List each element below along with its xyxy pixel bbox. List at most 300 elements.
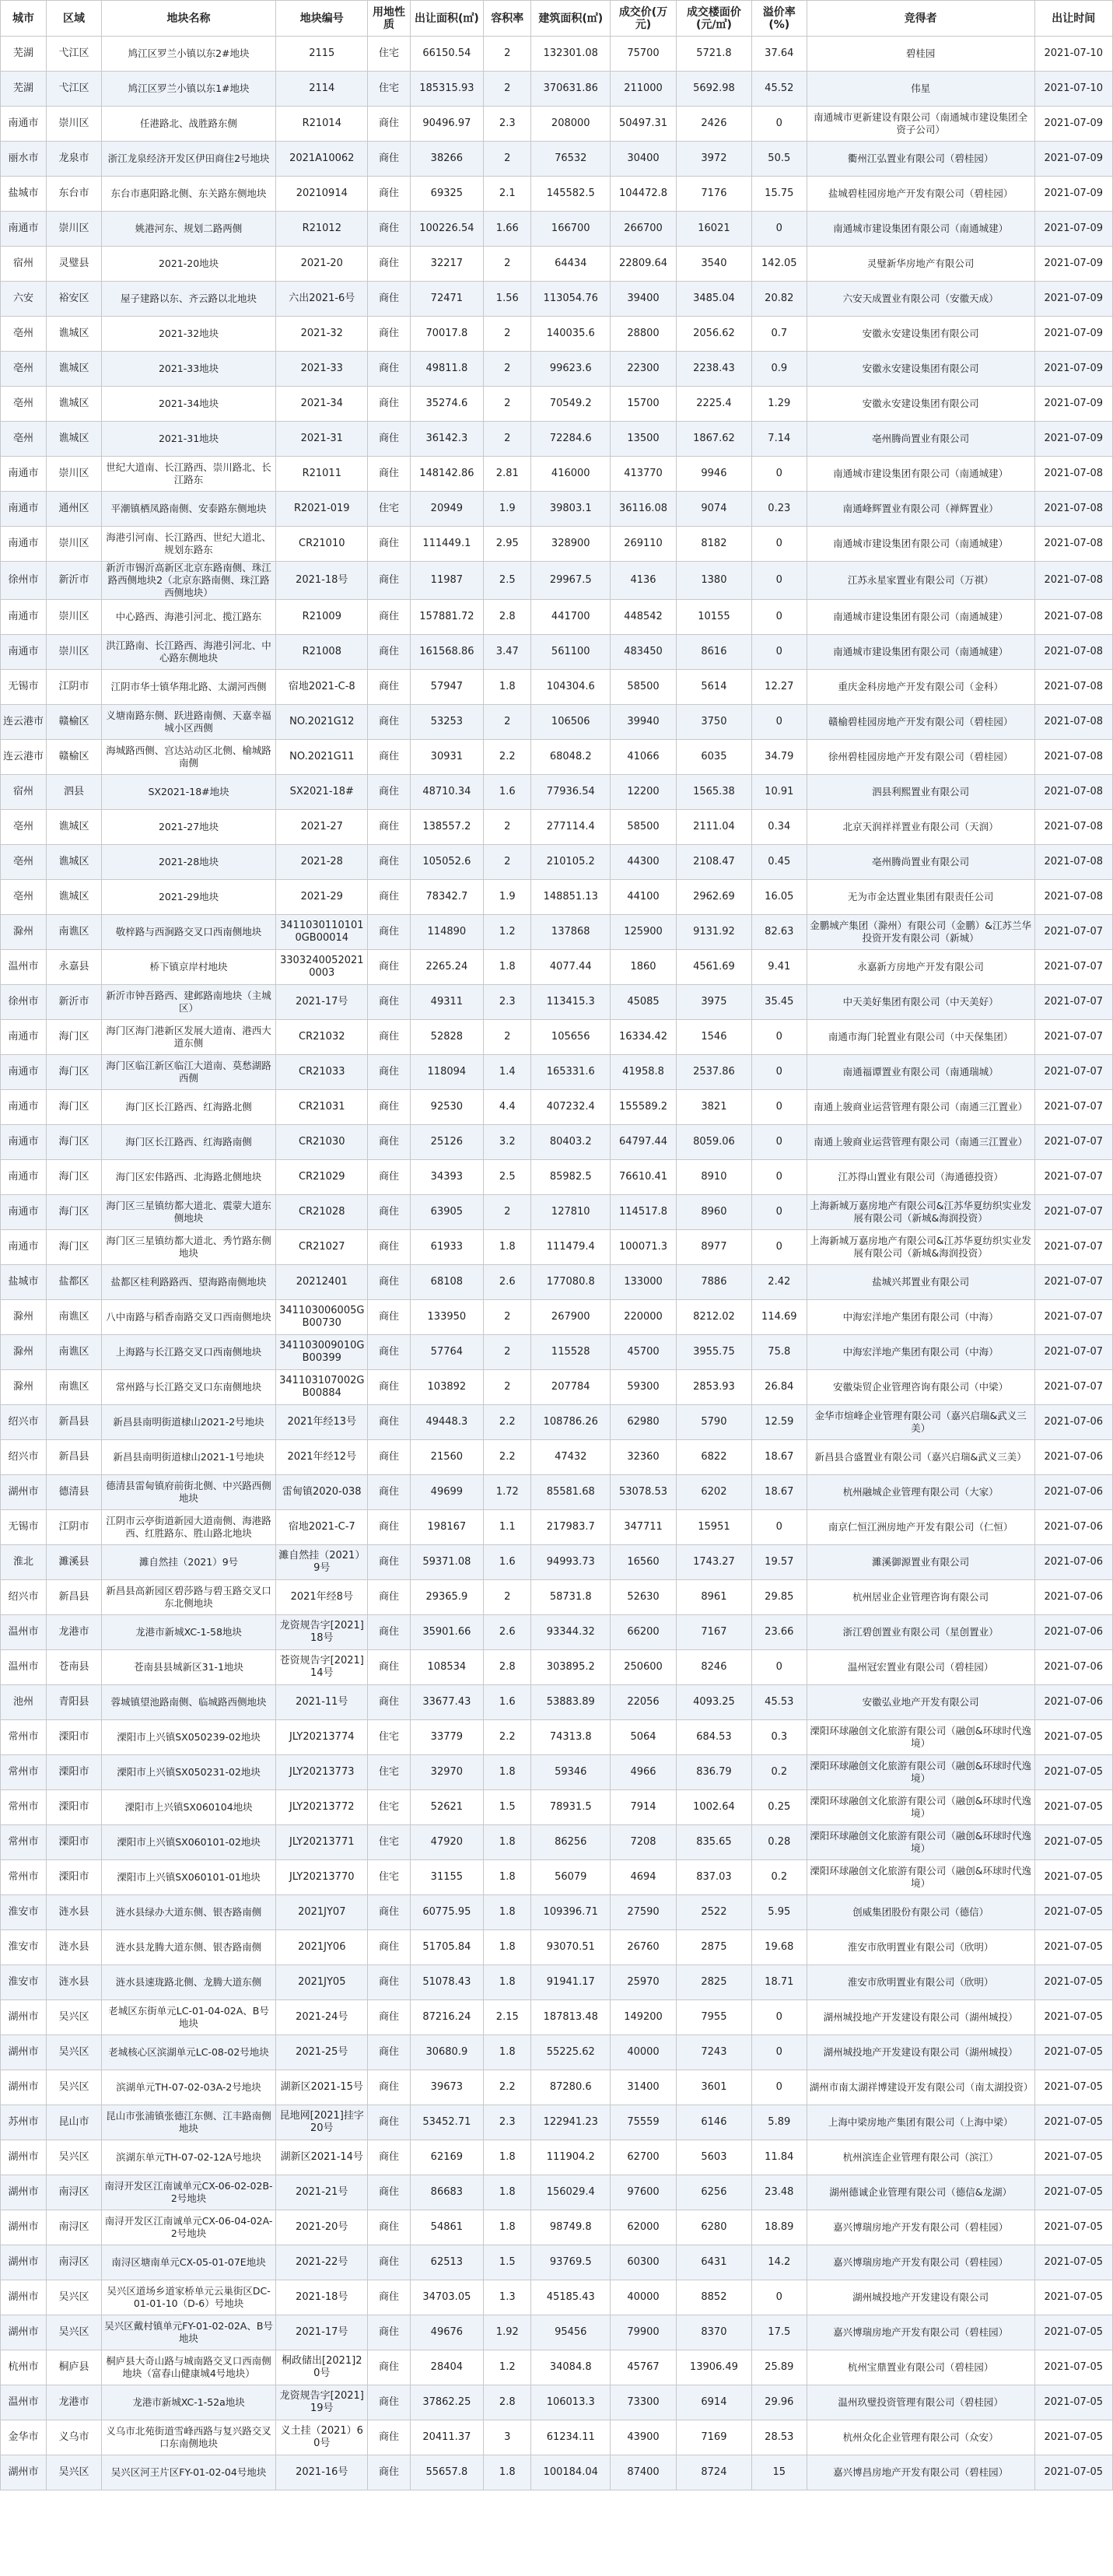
cell-parcel-code: 2021-16号 (276, 2455, 368, 2490)
table-row (1, 1195, 1113, 1230)
cell-parcel-code: 33032400520210003 (276, 950, 368, 985)
cell-winner: 新昌县合盛置业有限公司（嘉兴启瑞&武义三美） (807, 1440, 1034, 1475)
cell-winner: 永嘉新方房地产开发有限公司 (807, 950, 1034, 985)
cell-floor-price: 9131.92 (677, 915, 752, 950)
cell-winner: 南通城市更新建设有限公司（南通城市建设集团全资子公司） (807, 107, 1034, 142)
cell-premium-rate: 0 (751, 2000, 807, 2035)
cell-plot-ratio: 2.5 (484, 562, 531, 600)
cell-district: 溧阳市 (47, 1755, 102, 1790)
cell-date: 2021-07-05 (1034, 2035, 1112, 2070)
cell-plot-ratio: 1.9 (484, 492, 531, 527)
cell-parcel-name: 南浔开发区江南诚单元CX-06-04-02A-2号地块 (101, 2210, 275, 2245)
cell-parcel-name: 海港引河南、长江路西、世纪大道北、规划东路东 (101, 527, 275, 562)
cell-floor-area: 177080.8 (531, 1265, 611, 1300)
cell-city: 湖州市 (1, 1475, 47, 1510)
col-date: 出让时间 (1034, 1, 1112, 37)
cell-parcel-name: 苍南县县城新区31-1地块 (101, 1650, 275, 1685)
cell-winner: 盐城兴邦置业有限公司 (807, 1265, 1034, 1300)
cell-floor-area: 74313.8 (531, 1720, 611, 1755)
cell-city: 南通市 (1, 600, 47, 635)
cell-floor-area: 127810 (531, 1195, 611, 1230)
cell-land-use: 商住 (368, 1020, 410, 1055)
cell-winner: 南通市海门轮置业有限公司（中天保集团） (807, 1020, 1034, 1055)
cell-floor-area: 91941.17 (531, 1965, 611, 2000)
cell-city: 温州市 (1, 1650, 47, 1685)
cell-land-use: 商住 (368, 950, 410, 985)
cell-price: 31400 (611, 2070, 677, 2105)
cell-floor-price: 3975 (677, 985, 752, 1020)
table-row (1, 527, 1113, 562)
cell-floor-area: 416000 (531, 457, 611, 492)
cell-floor-price: 2108.47 (677, 845, 752, 880)
cell-district: 灵璧县 (47, 247, 102, 282)
cell-premium-rate: 0 (751, 1195, 807, 1230)
cell-date: 2021-07-08 (1034, 740, 1112, 775)
cell-area: 86683 (410, 2175, 483, 2210)
cell-winner: 安徽永安建设集团有限公司 (807, 352, 1034, 387)
cell-district: 谯城区 (47, 317, 102, 352)
cell-date: 2021-07-08 (1034, 705, 1112, 740)
cell-land-use: 商住 (368, 1510, 410, 1545)
cell-winner: 伟星 (807, 72, 1034, 107)
cell-plot-ratio: 2.95 (484, 527, 531, 562)
cell-plot-ratio: 1.8 (484, 670, 531, 705)
cell-city: 亳州 (1, 352, 47, 387)
cell-plot-ratio: 2.3 (484, 2105, 531, 2140)
cell-plot-ratio: 1.3 (484, 2280, 531, 2315)
cell-parcel-code: CR21010 (276, 527, 368, 562)
cell-area: 20949 (410, 492, 483, 527)
cell-plot-ratio: 2.6 (484, 1615, 531, 1650)
cell-district: 海门区 (47, 1230, 102, 1265)
cell-price: 7208 (611, 1825, 677, 1860)
cell-plot-ratio: 2.2 (484, 1720, 531, 1755)
table-row (1, 1545, 1113, 1580)
cell-area: 53452.71 (410, 2105, 483, 2140)
cell-floor-area: 145582.5 (531, 177, 611, 212)
cell-city: 淮安市 (1, 1930, 47, 1965)
cell-floor-area: 29967.5 (531, 562, 611, 600)
cell-floor-price: 3955.75 (677, 1335, 752, 1370)
cell-plot-ratio: 2.81 (484, 457, 531, 492)
cell-price: 114517.8 (611, 1195, 677, 1230)
cell-parcel-name: 新沂市钟吾路西、建邺路南地块（主城区） (101, 985, 275, 1020)
cell-land-use: 商住 (368, 352, 410, 387)
cell-parcel-name: 屋子建路以东、齐云路以北地块 (101, 282, 275, 317)
cell-floor-area: 277114.4 (531, 810, 611, 845)
cell-price: 15700 (611, 387, 677, 422)
cell-date: 2021-07-05 (1034, 2420, 1112, 2455)
cell-area: 114890 (410, 915, 483, 950)
cell-plot-ratio: 2.3 (484, 107, 531, 142)
cell-premium-rate: 0.23 (751, 492, 807, 527)
cell-parcel-name: 海门区海门港新区发展大道南、港西大道东侧 (101, 1020, 275, 1055)
cell-date: 2021-07-07 (1034, 1055, 1112, 1090)
table-row (1, 247, 1113, 282)
cell-land-use: 商住 (368, 1930, 410, 1965)
cell-city: 南通市 (1, 1195, 47, 1230)
table-row (1, 915, 1113, 950)
cell-city: 滁州 (1, 1370, 47, 1405)
cell-price: 43900 (611, 2420, 677, 2455)
cell-district: 赣榆区 (47, 740, 102, 775)
cell-winner: 中海宏洋地产集团有限公司（中海） (807, 1335, 1034, 1370)
cell-premium-rate: 0 (751, 1230, 807, 1265)
cell-price: 22300 (611, 352, 677, 387)
cell-parcel-name: 新沂市锡沂高新区北京东路南侧、珠江路西侧地块2（北京东路南侧、珠江路西侧地块） (101, 562, 275, 600)
cell-city: 温州市 (1, 2385, 47, 2420)
cell-plot-ratio: 1.8 (484, 1860, 531, 1895)
table-row (1, 317, 1113, 352)
cell-parcel-name: 龙港市新城XC-1-58地块 (101, 1615, 275, 1650)
cell-plot-ratio: 1.4 (484, 1055, 531, 1090)
cell-floor-price: 8960 (677, 1195, 752, 1230)
cell-parcel-name: 鸠江区罗兰小镇以东2#地块 (101, 37, 275, 72)
cell-premium-rate: 0.3 (751, 1720, 807, 1755)
cell-area: 59371.08 (410, 1545, 483, 1580)
cell-parcel-name: 吴兴区道场乡道家桥单元云巢街区DC-01-01-10（D-6）号地块 (101, 2280, 275, 2315)
cell-floor-area: 80403.2 (531, 1125, 611, 1160)
cell-city: 湖州市 (1, 2280, 47, 2315)
cell-district: 江阴市 (47, 1510, 102, 1545)
cell-land-use: 商住 (368, 317, 410, 352)
cell-premium-rate: 5.89 (751, 2105, 807, 2140)
cell-floor-area: 87280.6 (531, 2070, 611, 2105)
cell-district: 海门区 (47, 1195, 102, 1230)
cell-winner: 亳州腾尚置业有限公司 (807, 845, 1034, 880)
cell-land-use: 商住 (368, 1090, 410, 1125)
cell-parcel-name: 江阴市华士镇华翔北路、太湖河西侧 (101, 670, 275, 705)
cell-price: 62000 (611, 2210, 677, 2245)
cell-parcel-code: 341103009010GB00399 (276, 1335, 368, 1370)
cell-parcel-code: 2021-34 (276, 387, 368, 422)
cell-district: 溧阳市 (47, 1825, 102, 1860)
cell-parcel-code: 2021-18号 (276, 2280, 368, 2315)
cell-floor-area: 109396.71 (531, 1895, 611, 1930)
cell-area: 2265.24 (410, 950, 483, 985)
cell-floor-price: 2111.04 (677, 810, 752, 845)
cell-parcel-code: 昆地网[2021]挂字20号 (276, 2105, 368, 2140)
cell-plot-ratio: 2 (484, 387, 531, 422)
cell-floor-area: 441700 (531, 600, 611, 635)
cell-plot-ratio: 2 (484, 1195, 531, 1230)
cell-date: 2021-07-08 (1034, 845, 1112, 880)
cell-district: 崇川区 (47, 527, 102, 562)
cell-parcel-code: 341103107002GB00884 (276, 1370, 368, 1405)
cell-area: 31155 (410, 1860, 483, 1895)
cell-city: 南通市 (1, 1020, 47, 1055)
cell-floor-area: 165331.6 (531, 1055, 611, 1090)
cell-price: 41958.8 (611, 1055, 677, 1090)
table-row (1, 1790, 1113, 1825)
cell-date: 2021-07-07 (1034, 1300, 1112, 1335)
table-row (1, 600, 1113, 635)
cell-floor-area: 207784 (531, 1370, 611, 1405)
cell-land-use: 商住 (368, 177, 410, 212)
table-row (1, 2210, 1113, 2245)
cell-floor-area: 45185.43 (531, 2280, 611, 2315)
cell-floor-area: 76532 (531, 142, 611, 177)
cell-city: 池州 (1, 1685, 47, 1720)
cell-parcel-name: 新昌县高新园区碧莎路与碧玉路交叉口东北侧地块 (101, 1580, 275, 1615)
cell-plot-ratio: 1.8 (484, 1825, 531, 1860)
cell-parcel-code: 义土挂（2021）60号 (276, 2420, 368, 2455)
cell-floor-price: 2426 (677, 107, 752, 142)
cell-plot-ratio: 2.6 (484, 1265, 531, 1300)
cell-winner: 湖州德诚企业管理有限公司（德信&龙湖） (807, 2175, 1034, 2210)
cell-area: 100226.54 (410, 212, 483, 247)
cell-premium-rate: 25.89 (751, 2350, 807, 2385)
cell-premium-rate: 142.05 (751, 247, 807, 282)
cell-floor-price: 7886 (677, 1265, 752, 1300)
cell-parcel-code: 2115 (276, 37, 368, 72)
cell-date: 2021-07-05 (1034, 2245, 1112, 2280)
cell-premium-rate: 0.34 (751, 810, 807, 845)
cell-land-use: 商住 (368, 2385, 410, 2420)
cell-premium-rate: 114.69 (751, 1300, 807, 1335)
cell-land-use: 商住 (368, 1125, 410, 1160)
cell-city: 湖州市 (1, 2315, 47, 2350)
table-row (1, 37, 1113, 72)
cell-parcel-name: 新昌县南明街道棣山2021-1号地块 (101, 1440, 275, 1475)
cell-winner: 南通上骏商业运营管理有限公司（南通三江置业） (807, 1125, 1034, 1160)
cell-date: 2021-07-06 (1034, 1580, 1112, 1615)
cell-land-use: 商住 (368, 422, 410, 457)
cell-district: 溧阳市 (47, 1790, 102, 1825)
cell-floor-price: 6146 (677, 2105, 752, 2140)
cell-date: 2021-07-07 (1034, 1195, 1112, 1230)
cell-floor-area: 61234.11 (531, 2420, 611, 2455)
cell-parcel-code: R2021-019 (276, 492, 368, 527)
cell-winner: 杭州宝鼎置业有限公司（碧桂园） (807, 2350, 1034, 2385)
cell-district: 涟水县 (47, 1895, 102, 1930)
cell-parcel-code: 2021-18号 (276, 562, 368, 600)
cell-price: 53078.53 (611, 1475, 677, 1510)
cell-parcel-code: 2021-33 (276, 352, 368, 387)
table-row (1, 212, 1113, 247)
cell-area: 30680.9 (410, 2035, 483, 2070)
cell-plot-ratio: 1.1 (484, 1510, 531, 1545)
cell-area: 92530 (410, 1090, 483, 1125)
cell-price: 60300 (611, 2245, 677, 2280)
cell-city: 湖州市 (1, 2140, 47, 2175)
table-row (1, 1055, 1113, 1090)
cell-floor-price: 5790 (677, 1405, 752, 1440)
cell-land-use: 商住 (368, 247, 410, 282)
cell-district: 南谯区 (47, 915, 102, 950)
cell-winner: 南通城市建设集团有限公司（南通城建） (807, 212, 1034, 247)
cell-parcel-name: 涟水县速珑路北侧、龙腾大道东侧 (101, 1965, 275, 2000)
cell-premium-rate: 9.41 (751, 950, 807, 985)
cell-premium-rate: 12.59 (751, 1405, 807, 1440)
cell-plot-ratio: 2 (484, 705, 531, 740)
cell-parcel-code: CR21028 (276, 1195, 368, 1230)
cell-land-use: 商住 (368, 1440, 410, 1475)
col-plot-ratio: 容积率 (484, 1, 531, 37)
cell-floor-price: 8961 (677, 1580, 752, 1615)
cell-area: 36142.3 (410, 422, 483, 457)
cell-floor-price: 6431 (677, 2245, 752, 2280)
cell-winner: 杭州居业企业管理咨询有限公司 (807, 1580, 1034, 1615)
cell-floor-area: 100184.04 (531, 2455, 611, 2490)
cell-area: 11987 (410, 562, 483, 600)
cell-city: 亳州 (1, 810, 47, 845)
cell-district: 桐庐县 (47, 2350, 102, 2385)
cell-land-use: 商住 (368, 1580, 410, 1615)
table-row (1, 142, 1113, 177)
cell-area: 32970 (410, 1755, 483, 1790)
cell-city: 亳州 (1, 880, 47, 915)
cell-date: 2021-07-05 (1034, 1825, 1112, 1860)
cell-premium-rate: 18.67 (751, 1475, 807, 1510)
cell-city: 宿州 (1, 247, 47, 282)
cell-land-use: 商住 (368, 775, 410, 810)
cell-district: 吴兴区 (47, 2280, 102, 2315)
cell-winner: 湖州城投地产开发建设有限公司（湖州城投） (807, 2000, 1034, 2035)
cell-price: 75700 (611, 37, 677, 72)
cell-city: 南通市 (1, 635, 47, 670)
cell-parcel-code: 桐政储出[2021]20号 (276, 2350, 368, 2385)
cell-area: 54861 (410, 2210, 483, 2245)
cell-plot-ratio: 1.8 (484, 2175, 531, 2210)
cell-floor-area: 93769.5 (531, 2245, 611, 2280)
col-floor-area: 建筑面积(㎡) (531, 1, 611, 37)
cell-parcel-code: 2021年经13号 (276, 1405, 368, 1440)
table-row (1, 810, 1113, 845)
cell-district: 崇川区 (47, 457, 102, 492)
cell-premium-rate: 0 (751, 1125, 807, 1160)
cell-parcel-code: JLY20213774 (276, 1720, 368, 1755)
cell-floor-price: 6202 (677, 1475, 752, 1510)
cell-date: 2021-07-07 (1034, 985, 1112, 1020)
cell-parcel-name: 常州路与长江路交叉口东南侧地块 (101, 1370, 275, 1405)
cell-floor-area: 104304.6 (531, 670, 611, 705)
cell-district: 海门区 (47, 1125, 102, 1160)
cell-plot-ratio: 2.8 (484, 2385, 531, 2420)
cell-parcel-code: NO.2021G11 (276, 740, 368, 775)
cell-date: 2021-07-07 (1034, 1370, 1112, 1405)
cell-date: 2021-07-09 (1034, 177, 1112, 212)
cell-area: 48710.34 (410, 775, 483, 810)
cell-parcel-name: 海门区三星镇纺都大道北、秀竹路东侧地块 (101, 1230, 275, 1265)
cell-winner: 溧阳环球融创文化旅游有限公司（融创&环球时代逸境） (807, 1790, 1034, 1825)
cell-district: 涟水县 (47, 1965, 102, 2000)
cell-price: 45700 (611, 1335, 677, 1370)
cell-parcel-code: 六出2021-6号 (276, 282, 368, 317)
cell-floor-price: 5614 (677, 670, 752, 705)
col-district: 区域 (47, 1, 102, 37)
cell-district: 南谯区 (47, 1370, 102, 1405)
cell-city: 六安 (1, 282, 47, 317)
cell-parcel-name: 老城核心区滨湖单元LC-08-02号地块 (101, 2035, 275, 2070)
cell-plot-ratio: 1.6 (484, 1685, 531, 1720)
cell-parcel-code: CR21031 (276, 1090, 368, 1125)
col-parcel-name: 地块名称 (101, 1, 275, 37)
table-row (1, 2140, 1113, 2175)
cell-date: 2021-07-06 (1034, 1405, 1112, 1440)
cell-district: 新昌县 (47, 1580, 102, 1615)
cell-premium-rate: 14.2 (751, 2245, 807, 2280)
cell-land-use: 商住 (368, 1895, 410, 1930)
cell-district: 赣榆区 (47, 705, 102, 740)
cell-area: 69325 (410, 177, 483, 212)
cell-land-use: 住宅 (368, 1825, 410, 1860)
cell-premium-rate: 0 (751, 1090, 807, 1125)
cell-land-use: 商住 (368, 2140, 410, 2175)
cell-land-use: 商住 (368, 1965, 410, 2000)
cell-floor-area: 47432 (531, 1440, 611, 1475)
cell-floor-area: 111479.4 (531, 1230, 611, 1265)
cell-district: 南浔区 (47, 2210, 102, 2245)
cell-winner: 衢州江弘置业有限公司（碧桂园） (807, 142, 1034, 177)
cell-plot-ratio: 1.8 (484, 1930, 531, 1965)
cell-price: 62700 (611, 2140, 677, 2175)
cell-plot-ratio: 2 (484, 1020, 531, 1055)
cell-floor-area: 56079 (531, 1860, 611, 1895)
cell-parcel-code: 2021-24号 (276, 2000, 368, 2035)
cell-price: 266700 (611, 212, 677, 247)
cell-price: 40000 (611, 2035, 677, 2070)
cell-area: 78342.7 (410, 880, 483, 915)
cell-date: 2021-07-08 (1034, 457, 1112, 492)
cell-premium-rate: 75.8 (751, 1335, 807, 1370)
cell-parcel-name: 桐庐县大奇山路与城南路交叉口西南侧地块（富春山健康城4号地块） (101, 2350, 275, 2385)
cell-winner: 湖州城投地产开发建设有限公司（湖州城投） (807, 2035, 1034, 2070)
cell-price: 26760 (611, 1930, 677, 1965)
cell-price: 28800 (611, 317, 677, 352)
cell-land-use: 商住 (368, 212, 410, 247)
cell-price: 27590 (611, 1895, 677, 1930)
cell-floor-price: 8059.06 (677, 1125, 752, 1160)
cell-winner: 淮安市欣明置业有限公司（欣明） (807, 1930, 1034, 1965)
cell-floor-price: 6822 (677, 1440, 752, 1475)
cell-plot-ratio: 1.92 (484, 2315, 531, 2350)
cell-city: 湖州市 (1, 2070, 47, 2105)
cell-plot-ratio: 2.8 (484, 1650, 531, 1685)
cell-date: 2021-07-07 (1034, 1160, 1112, 1195)
cell-premium-rate: 45.52 (751, 72, 807, 107)
cell-floor-price: 8616 (677, 635, 752, 670)
cell-plot-ratio: 4.4 (484, 1090, 531, 1125)
cell-price: 22056 (611, 1685, 677, 1720)
cell-floor-price: 8182 (677, 527, 752, 562)
cell-land-use: 商住 (368, 2420, 410, 2455)
cell-district: 弋江区 (47, 37, 102, 72)
cell-floor-area: 93070.51 (531, 1930, 611, 1965)
cell-land-use: 商住 (368, 1195, 410, 1230)
cell-floor-area: 85581.68 (531, 1475, 611, 1510)
table-row (1, 2035, 1113, 2070)
cell-date: 2021-07-07 (1034, 1230, 1112, 1265)
cell-district: 盐都区 (47, 1265, 102, 1300)
cell-winner: 六安天成置业有限公司（安徽天成） (807, 282, 1034, 317)
table-row (1, 387, 1113, 422)
cell-floor-price: 7167 (677, 1615, 752, 1650)
table-row (1, 2245, 1113, 2280)
cell-parcel-name: 溧阳市上兴镇SX050239-02地块 (101, 1720, 275, 1755)
cell-winner: 亳州腾尚置业有限公司 (807, 422, 1034, 457)
cell-floor-price: 3601 (677, 2070, 752, 2105)
cell-district: 弋江区 (47, 72, 102, 107)
cell-area: 52621 (410, 1790, 483, 1825)
cell-district: 吴兴区 (47, 2070, 102, 2105)
cell-winner: 温州玖璧投资管理有限公司（碧桂园） (807, 2385, 1034, 2420)
cell-plot-ratio: 2 (484, 317, 531, 352)
cell-city: 亳州 (1, 422, 47, 457)
cell-parcel-code: R21014 (276, 107, 368, 142)
cell-price: 64797.44 (611, 1125, 677, 1160)
cell-date: 2021-07-05 (1034, 1720, 1112, 1755)
